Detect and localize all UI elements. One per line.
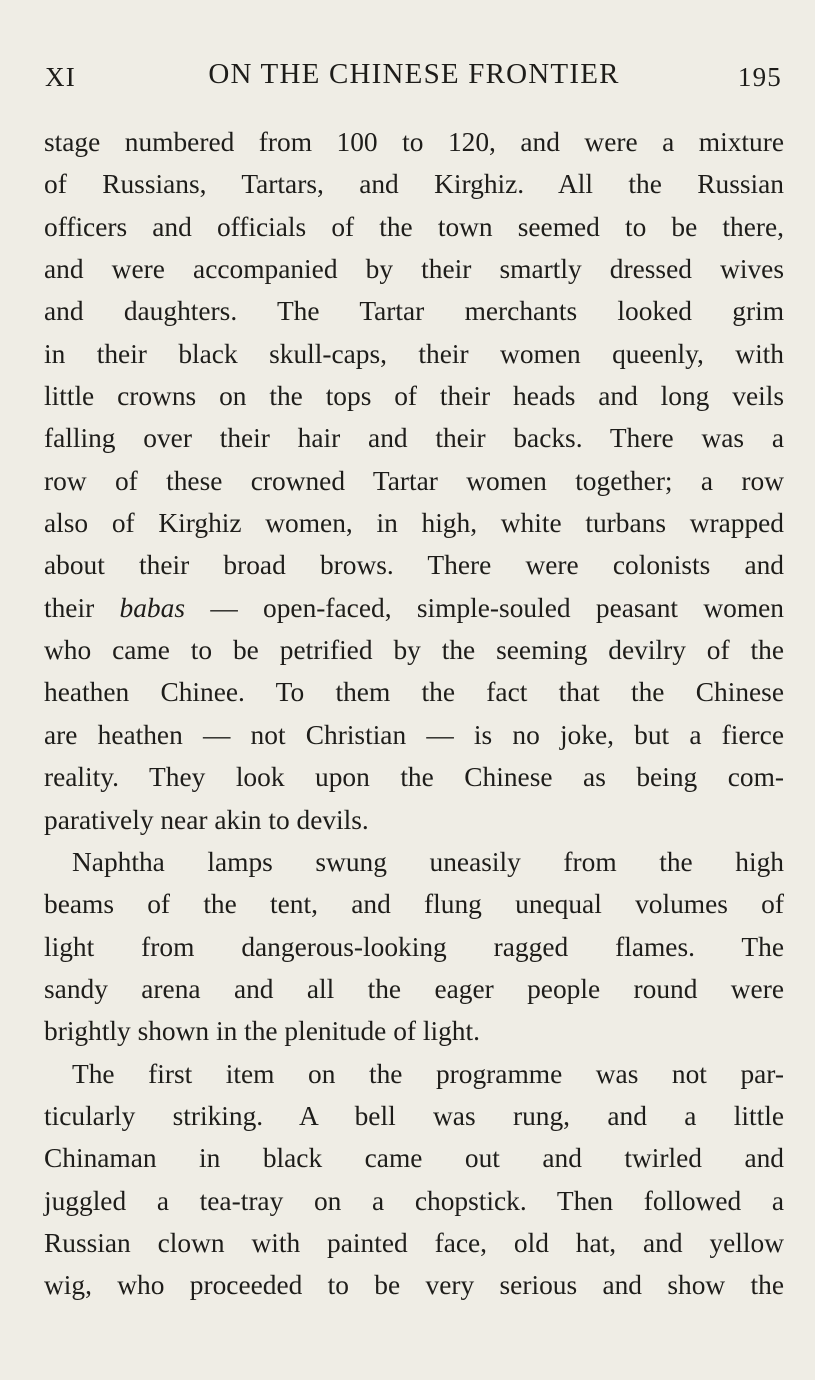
text-line: sandy arena and all the eager people round were [44, 973, 784, 1004]
text-run: — open-faced, simple-souled peasant women [184, 592, 784, 623]
text-line: also of Kirghiz women, in high, white turbans wrapped [44, 508, 784, 539]
text-line: juggled a tea-tray on a chopstick. Then followed a [44, 1185, 784, 1216]
text-line: of Russians, Tartars, and Kirghiz. All the Russian [44, 169, 784, 200]
text-line: officers and officials of the town seemed to be there, [44, 211, 784, 242]
text-line: who came to be petrified by the seeming devilry of the [44, 635, 784, 666]
text-line: are heathen — not Christian — is no joke, but a fierce [44, 719, 784, 750]
text-line: about their broad brows. There were colonists and [44, 550, 784, 581]
chapter-number: XI [45, 62, 76, 92]
text-line: row of these crowned Tartar women together; a row [44, 465, 784, 496]
text-line: and were accompanied by their smartly dressed wives [44, 254, 784, 285]
text-line: stage numbered from 100 to 120, and were a mixture [44, 127, 784, 157]
text-line: paratively near akin to devils. [44, 804, 369, 835]
text-line: and daughters. The Tartar merchants looked grim [44, 296, 784, 327]
text-line: reality. They look upon the Chinese as being com- [44, 762, 784, 793]
book-page [44, 52, 784, 1307]
text-line: wig, who proceeded to be very serious and show the [44, 1270, 784, 1301]
text-line: Naphtha lamps swung uneasily from the high [72, 846, 784, 877]
italic-word: babas [119, 592, 185, 623]
running-head [44, 52, 784, 96]
body-text [44, 121, 784, 1307]
text-line: brightly shown in the plenitude of light. [44, 1016, 480, 1047]
text-line [44, 587, 784, 629]
text-line: The first item on the programme was not par- [72, 1058, 784, 1089]
running-title: ON THE CHINESE FRONTIER [208, 58, 620, 90]
text-line: heathen Chinee. To them the fact that the Chinese [44, 677, 784, 708]
page-number: 195 [737, 62, 782, 92]
text-run: their [44, 592, 120, 623]
text-line: little crowns on the tops of their heads and long veils [44, 381, 784, 412]
text-line: Chinaman in black came out and twirled and [44, 1143, 784, 1174]
text-line: light from dangerous-looking ragged flames. The [44, 931, 784, 962]
text-line: ticularly striking. A bell was rung, and a little [44, 1100, 784, 1131]
text-line: in their black skull-caps, their women queenly, with [44, 338, 784, 369]
text-line: beams of the tent, and flung unequal volumes of [44, 889, 784, 920]
text-line: Russian clown with painted face, old hat, and yellow [44, 1227, 784, 1258]
text-line: falling over their hair and their backs. There was a [44, 423, 784, 454]
